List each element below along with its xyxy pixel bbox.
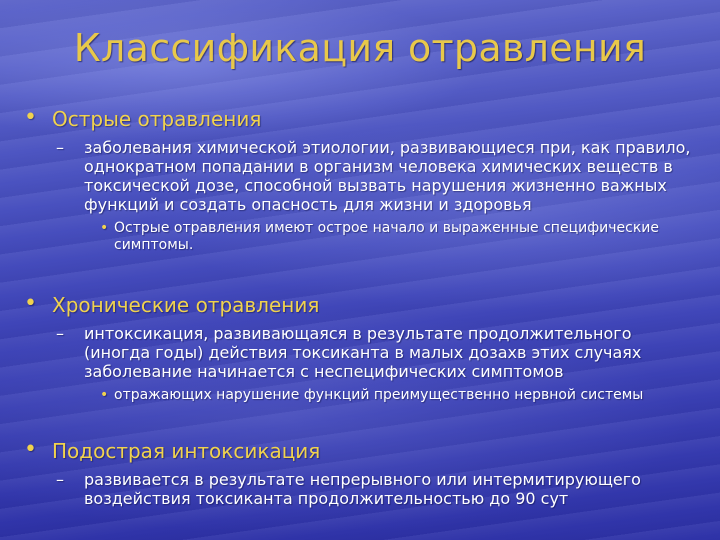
section-acute <box>22 105 698 254</box>
heading-chronic-label: Хронические отравления <box>52 293 320 317</box>
note-chronic <box>22 387 698 404</box>
sub-subacute <box>22 470 698 508</box>
sub-acute <box>22 138 698 214</box>
heading-subacute-label: Подострая интоксикация <box>52 439 321 463</box>
dash-icon: – <box>56 324 64 343</box>
heading-acute-label: Острые отравления <box>52 107 262 131</box>
heading-chronic <box>22 291 698 317</box>
slide-title: Классификация отравления <box>73 26 647 70</box>
section-chronic <box>22 291 698 404</box>
bullet-icon: • <box>24 105 37 130</box>
note-chronic-text: отражающих нарушение функций преимущественно нервной системы <box>114 387 644 403</box>
heading-acute <box>22 105 698 131</box>
bullet-icon: • <box>100 220 109 236</box>
sub-acute-text: заболевания химической этиологии, развивающиеся при, как правило, однократном попадании в организм человека химических веществ в токсической дозе, способной вызвать нарушения жизненно важных функций и создать опасность для жизни и здоровья <box>84 138 691 214</box>
section-subacute <box>22 437 698 508</box>
note-acute <box>22 220 698 254</box>
dash-icon: – <box>56 470 64 489</box>
sub-chronic <box>22 324 698 381</box>
note-acute-text: Острые отравления имеют острое начало и выраженные специфические симптомы. <box>114 220 660 253</box>
bullet-icon: • <box>24 437 37 462</box>
sub-chronic-text: интоксикация, развивающаяся в результате продолжительного (иногда годы) действия токсиканта в малых дозахв этих случаях заболевание начинается с неспецифических симптомов <box>84 324 642 381</box>
bullet-icon: • <box>24 291 37 316</box>
sub-subacute-text: развивается в результате непрерывного или интермитирующего воздействия токсиканта продолжительностью до 90 сут <box>84 470 641 508</box>
heading-subacute <box>22 437 698 463</box>
bullet-icon: • <box>100 387 109 403</box>
dash-icon: – <box>56 138 64 157</box>
